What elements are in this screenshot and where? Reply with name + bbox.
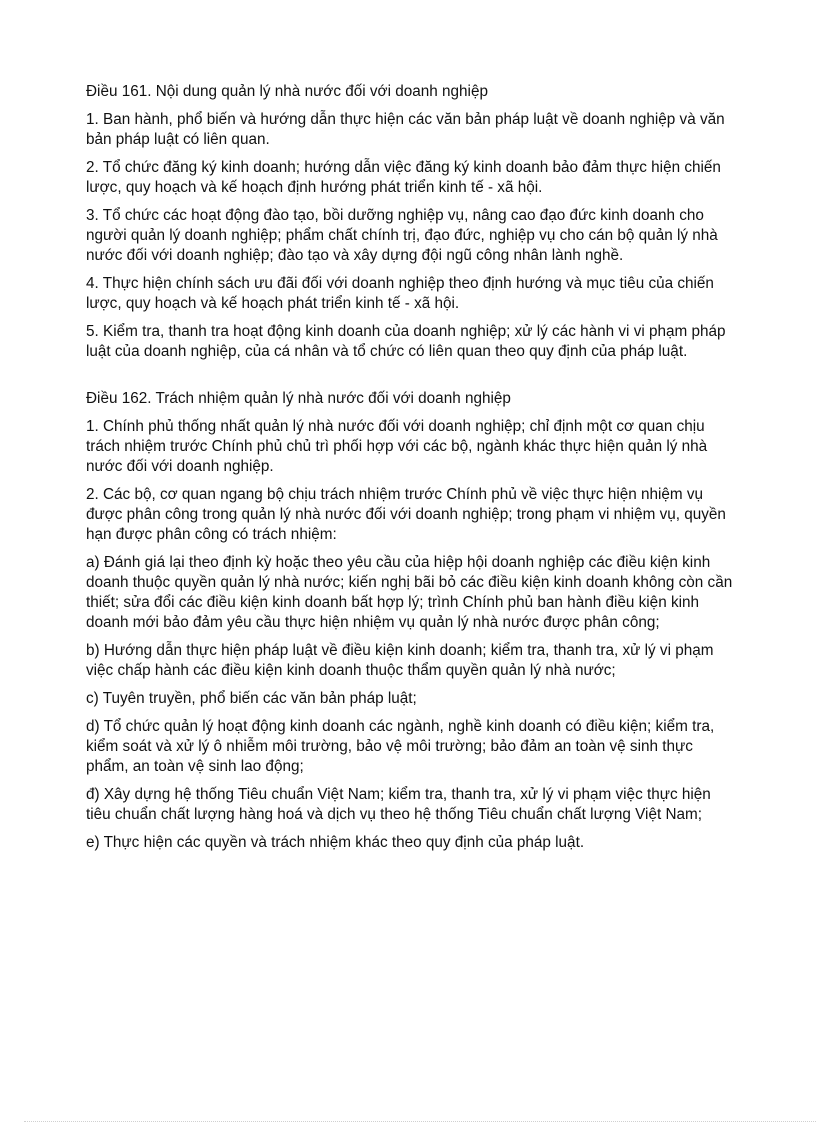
page-bottom-divider bbox=[24, 1121, 816, 1122]
paragraph: 5. Kiểm tra, thanh tra hoạt động kinh doanh của doanh nghiệp; xử lý các hành vi vi phạm pháp luật của doanh nghiệp, của cá nhân và tổ chức có liên quan theo quy định của pháp luật. bbox=[86, 323, 726, 360]
paragraph: 1. Ban hành, phổ biến và hướng dẫn thực hiện các văn bản pháp luật về doanh nghiệp và văn bản pháp luật có liên quan. bbox=[86, 111, 725, 148]
paragraph: 4. Thực hiện chính sách ưu đãi đối với doanh nghiệp theo định hướng và mục tiêu của chiến lược, quy hoạch và kế hoạch phát triển kinh tế - xã hội. bbox=[86, 275, 714, 312]
paragraph: 3. Tổ chức các hoạt động đào tạo, bồi dưỡng nghiệp vụ, nâng cao đạo đức kinh doanh cho người quản lý doanh nghiệp; phẩm chất chính trị, đạo đức, nghiệp vụ cho cán bộ quản lý nhà nước đối với doanh nghiệp; đào tạo và xây dựng đội ngũ công nhân lành nghề. bbox=[86, 207, 718, 264]
paragraph: b) Hướng dẫn thực hiện pháp luật về điều kiện kinh doanh; kiểm tra, thanh tra, xử lý vi phạm việc chấp hành các điều kiện kinh doanh thuộc thẩm quyền quản lý nhà nước; bbox=[86, 642, 714, 679]
article-heading: Điều 161. Nội dung quản lý nhà nước đối với doanh nghiệp bbox=[86, 83, 488, 100]
document-page bbox=[86, 82, 736, 861]
article-161 bbox=[86, 82, 736, 362]
article-162 bbox=[86, 389, 736, 853]
paragraph: 1. Chính phủ thống nhất quản lý nhà nước đối với doanh nghiệp; chỉ định một cơ quan chịu trách nhiệm trước Chính phủ chủ trì phối hợp với các bộ, ngành khác thực hiện quản lý nhà nước đối với doanh nghiệp. bbox=[86, 418, 708, 475]
paragraph: 2. Các bộ, cơ quan ngang bộ chịu trách nhiệm trước Chính phủ về việc thực hiện nhiệm vụ được phân công trong quản lý nhà nước đối với doanh nghiệp; trong phạm vi nhiệm vụ, quyền hạn được phân công có trách nhiệm: bbox=[86, 486, 726, 543]
paragraph: đ) Xây dựng hệ thống Tiêu chuẩn Việt Nam; kiểm tra, thanh tra, xử lý vi phạm việc thực hiện tiêu chuẩn chất lượng hàng hoá và dịch vụ theo hệ thống Tiêu chuẩn chất lượng Việt Nam; bbox=[86, 786, 711, 823]
paragraph: a) Đánh giá lại theo định kỳ hoặc theo yêu cầu của hiệp hội doanh nghiệp các điều kiện kinh doanh thuộc quyền quản lý nhà nước; kiến nghị bãi bỏ các điều kiện kinh doanh không còn cần thiết; sửa đổi các điều kiện kinh doanh bất hợp lý; trình Chính phủ ban hành điều kiện kinh doanh mới bảo đảm yêu cầu thực hiện nhiệm vụ quản lý nhà nước được phân công; bbox=[86, 554, 733, 631]
paragraph: 2. Tổ chức đăng ký kinh doanh; hướng dẫn việc đăng ký kinh doanh bảo đảm thực hiện chiến lược, quy hoạch và kế hoạch định hướng phát triển kinh tế - xã hội. bbox=[86, 159, 721, 196]
paragraph: c) Tuyên truyền, phổ biến các văn bản pháp luật; bbox=[86, 690, 417, 707]
article-heading: Điều 162. Trách nhiệm quản lý nhà nước đối với doanh nghiệp bbox=[86, 390, 511, 407]
paragraph: e) Thực hiện các quyền và trách nhiệm khác theo quy định của pháp luật. bbox=[86, 834, 585, 851]
paragraph: d) Tổ chức quản lý hoạt động kinh doanh các ngành, nghề kinh doanh có điều kiện; kiểm tra, kiểm soát và xử lý ô nhiễm môi trường, bảo vệ môi trường; bảo đảm an toàn vệ sinh thực phẩm, an toàn vệ sinh lao động; bbox=[86, 718, 715, 775]
